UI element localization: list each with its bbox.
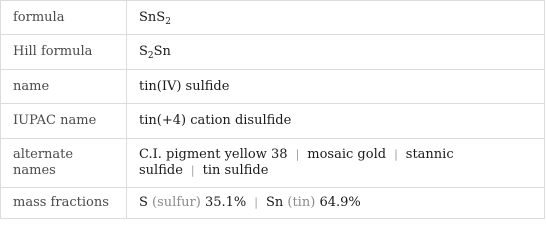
name-value: tin(IV) sulfide: [127, 70, 545, 104]
hill-formula-value: $S_2Sn$: [127, 35, 545, 70]
row-label: alternate names: [1, 139, 127, 188]
row-label: formula: [1, 1, 127, 35]
alternate-names-value: [127, 139, 545, 188]
element-name: (sulfur): [152, 195, 201, 210]
alternate-name: tin sulfide: [202, 163, 269, 178]
separator: |: [254, 196, 258, 209]
alternate-name: stannic sulfide: [139, 147, 454, 178]
table-row-formula: [1, 1, 545, 35]
row-label: mass fractions: [1, 188, 127, 219]
table-row-alternate-names: [1, 139, 545, 188]
alternate-name: mosaic gold: [307, 147, 387, 162]
separator: |: [190, 164, 195, 177]
iupac-name-value: tin(+4) cation disulfide: [127, 104, 545, 139]
table-row-name: [1, 70, 545, 104]
row-label: name: [1, 70, 127, 104]
element-percent: 35.1%: [204, 195, 247, 210]
separator: |: [394, 148, 398, 161]
row-label: Hill formula: [1, 35, 127, 70]
element-percent: 64.9%: [319, 195, 361, 210]
separator: |: [295, 148, 300, 161]
formula-value: SnS$_2$: [127, 1, 545, 35]
element-symbol: Sn: [265, 195, 284, 210]
mass-fractions-value: [127, 188, 545, 219]
element-symbol: S: [139, 195, 148, 210]
alternate-name: C.I. pigment yellow 38: [139, 147, 288, 162]
element-name: (tin): [287, 195, 316, 210]
table-row-mass-fractions: [1, 188, 545, 219]
table-row-hill-formula: [1, 35, 545, 70]
row-label: IUPAC name: [1, 104, 127, 139]
table-row-iupac-name: [1, 104, 545, 139]
